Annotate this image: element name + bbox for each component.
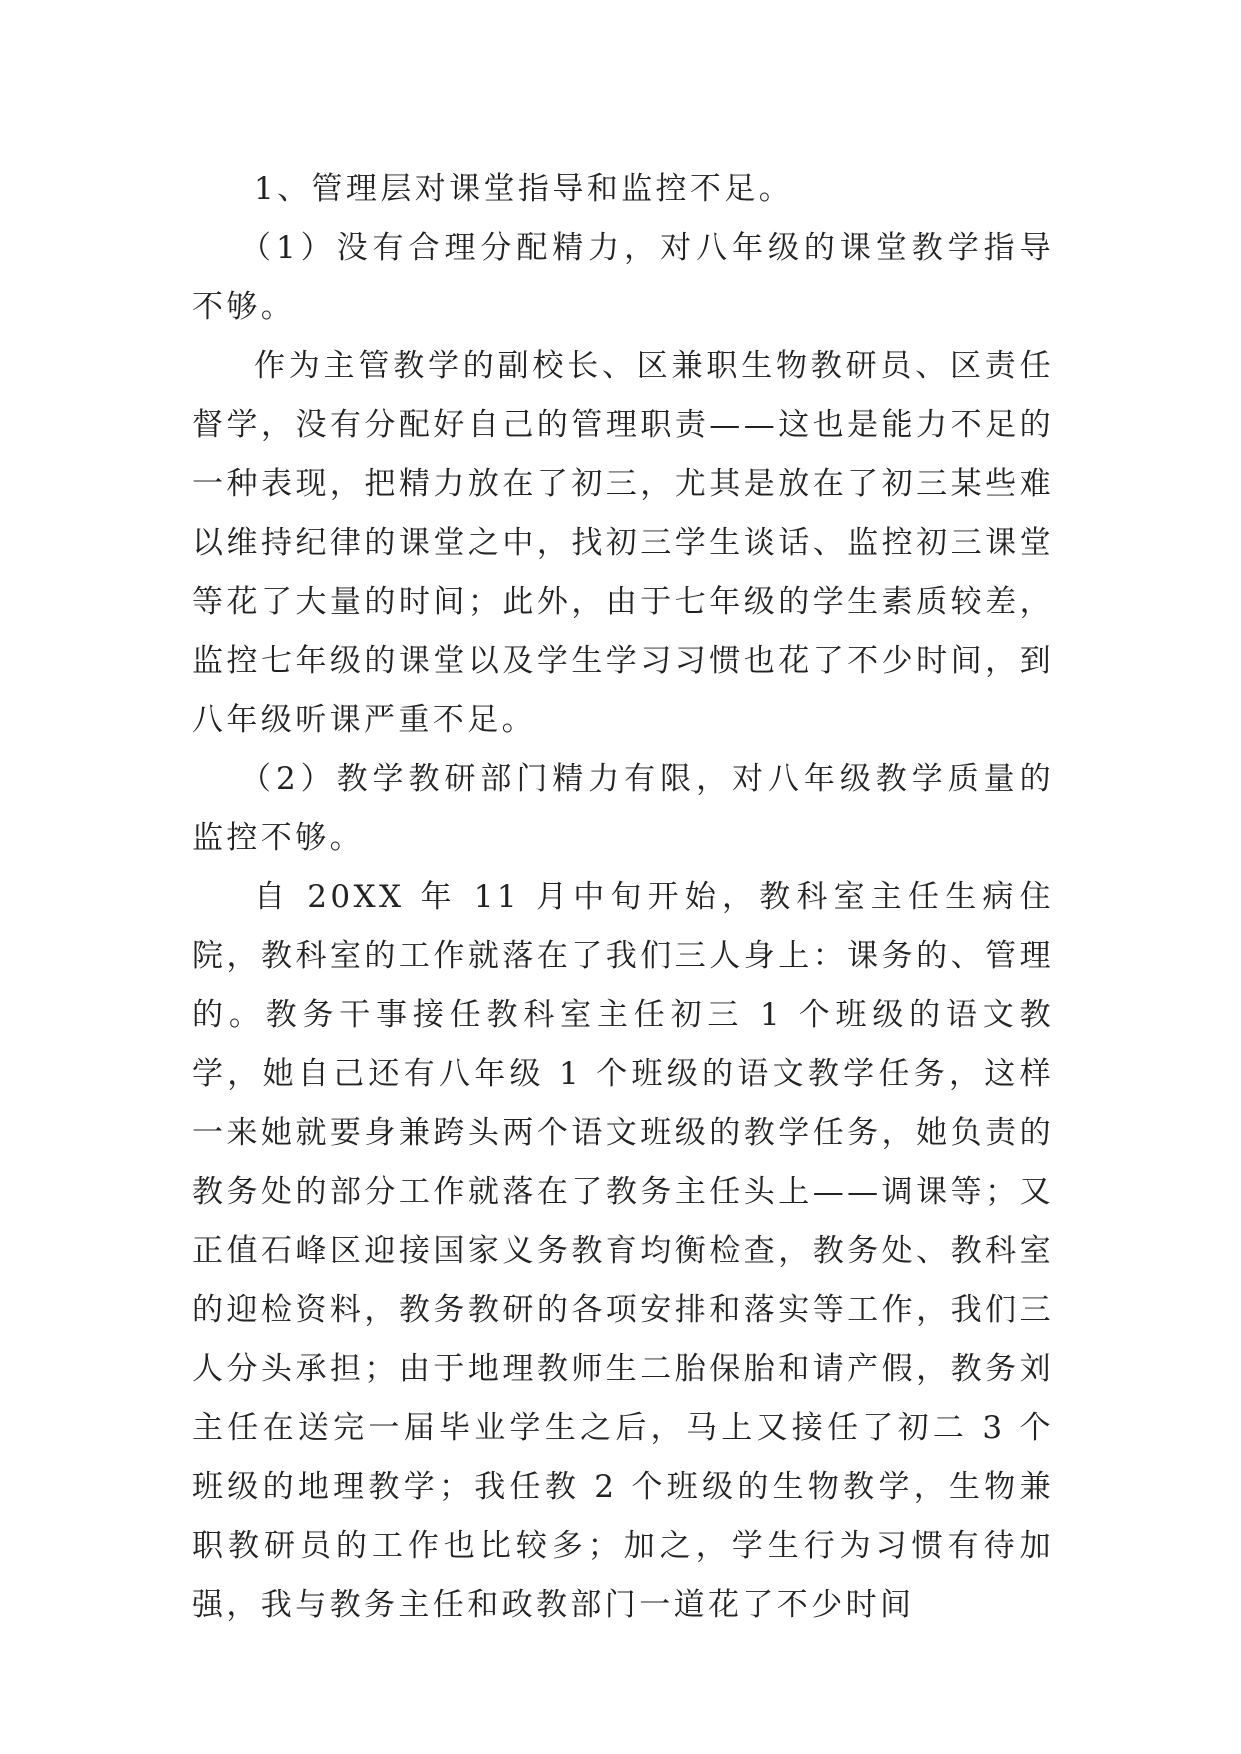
- subsection-heading-1: （1）没有合理分配精力，对八年级的课堂教学指导不够。: [192, 230, 1054, 325]
- subsection-heading-2: （2）教学教研部门精力有限，对八年级教学质量的监控不够。: [192, 761, 1054, 856]
- document-body: [192, 160, 1054, 1635]
- body-paragraph-2: 自 20XX 年 11 月中旬开始，教科室主任生病住院，教科室的工作就落在了我们三人身上：课务的、管理的。教务干事接任教科室主任初三 1 个班级的语文教学，她自己还有八年级 1 个班级的语文教学任务，这样一来她就要身兼跨头两个语文班级的教学任务，她负责的教务处的部分工作就落在了教务主任头上——调课等；又正值石峰区迎接国家义务教育均衡检查，教务处、教科室的迎检资料，教务教研的各项安排和落实等工作，我们三人分头承担；由于地理教师生二胎保胎和请产假，教务刘主任在送完一届毕业学生之后，马上又接任了初二 3 个班级的地理教学；我任教 2 个班级的生物教学，生物兼职教研员的工作也比较多；加之，学生行为习惯有待加强，我与教务主任和政教部门一道花了不少时间: [192, 879, 1054, 1623]
- section-heading: 1、管理层对课堂指导和监控不足。: [254, 171, 794, 207]
- body-paragraph-1: 作为主管教学的副校长、区兼职生物教研员、区责任督学，没有分配好自己的管理职责——这也是能力不足的一种表现，把精力放在了初三，尤其是放在了初三某些难以维持纪律的课堂之中，找初三学生谈话、监控初三课堂等花了大量的时间；此外，由于七年级的学生素质较差，监控七年级的课堂以及学生学习习惯也花了不少时间，到八年级听课严重不足。: [192, 348, 1054, 738]
